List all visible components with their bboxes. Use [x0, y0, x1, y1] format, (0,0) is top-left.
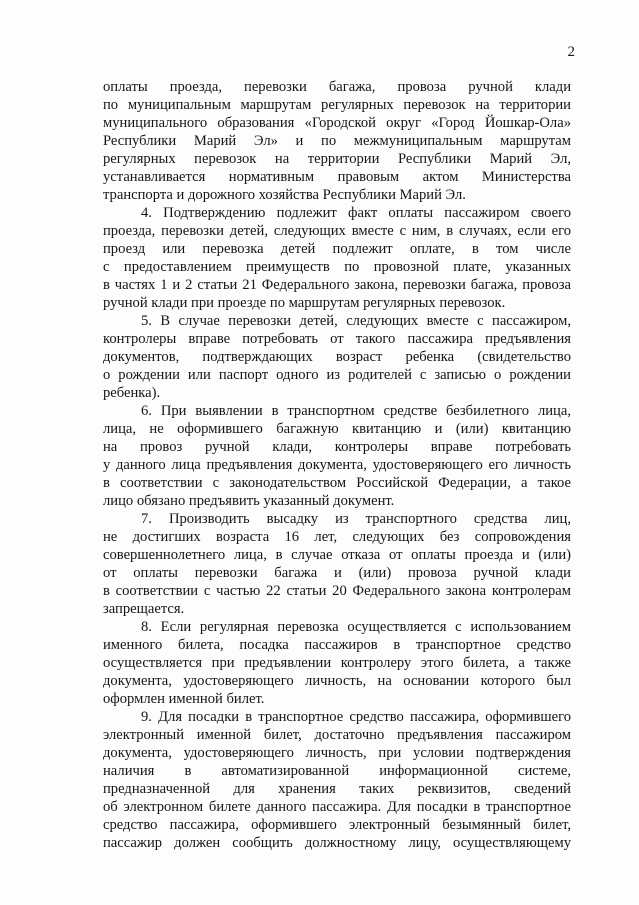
text-line: 8. Если регулярная перевозка осуществляется с использованием	[141, 619, 571, 635]
text-line: на провоз ручной клади, контролеры вправе потребовать	[103, 439, 571, 455]
text-line: предназначенной для хранения таких реквизитов, сведений	[103, 781, 571, 797]
text-line: о рождении или паспорт одного из родителей с записью о рождении	[103, 367, 571, 383]
paragraph	[103, 708, 571, 852]
paragraph	[103, 618, 571, 708]
paragraph	[103, 78, 571, 204]
text-line: в соответствии с частью 22 статьи 20 Федерального закона контролерам	[103, 583, 571, 599]
text-line: лица, не оформившего багажную квитанцию и (или) квитанцию	[103, 421, 571, 437]
text-line: пассажир должен сообщить должностному лицу, осуществляющему	[103, 835, 571, 851]
text-line: 9. Для посадки в транспортное средство пассажира, оформившего	[141, 709, 571, 725]
text-line: 4. Подтверждению подлежит факт оплаты пассажиром своего	[141, 205, 571, 221]
text-line: электронный именной билет, достаточно предъявления пассажиром	[103, 727, 571, 743]
paragraph	[103, 204, 571, 312]
text-line: контролеры вправе потребовать от такого пассажира предъявления	[103, 331, 571, 347]
text-line: 7. Производить высадку из транспортного средства лиц,	[141, 511, 571, 527]
paragraph	[103, 312, 571, 402]
text-line: запрещается.	[103, 601, 185, 617]
text-line: от оплаты перевозки багажа и (или) провоза ручной клади	[103, 565, 571, 581]
text-line: по муниципальным маршрутам регулярных перевозок на территории	[103, 97, 571, 113]
text-line: документа, удостоверяющего личность, на основании которого был	[103, 673, 571, 689]
text-line: наличия в автоматизированной информационной системе,	[103, 763, 571, 779]
text-line: именного билета, посадка пассажиров в транспортное средство	[103, 637, 571, 653]
text-line: 5. В случае перевозки детей, следующих вместе с пассажиром,	[141, 313, 571, 329]
text-line: Республики Марий Эл» и по межмуниципальным маршрутам	[103, 133, 571, 149]
page-number: 2	[567, 44, 575, 60]
document-body	[103, 78, 571, 852]
text-line: ручной клади при проезде по маршрутам регулярных перевозок.	[103, 295, 506, 311]
text-line: документа, удостоверяющего личность, при условии подтверждения	[103, 745, 571, 761]
text-line: осуществляется при предъявлении контролеру этого билета, а также	[103, 655, 571, 671]
text-line: об электронном билете данного пассажира. Для посадки в транспортное	[103, 799, 571, 815]
text-line: проезд или перевозка детей подлежит оплате, в том числе	[103, 241, 571, 257]
text-line: транспорта и дорожного хозяйства Республики Марий Эл.	[103, 187, 466, 203]
text-line: муниципального образования «Городской округ «Город Йошкар-Ола»	[103, 115, 571, 131]
text-line: документов, подтверждающих возраст ребенка (свидетельство	[103, 349, 571, 365]
text-line: в частях 1 и 2 статьи 21 Федерального закона, перевозки багажа, провоза	[103, 277, 571, 293]
text-line: устанавливается нормативным правовым актом Министерства	[103, 169, 571, 185]
text-line: у данного лица предъявления документа, удостоверяющего его личность	[103, 457, 571, 473]
text-line: оплаты проезда, перевозки багажа, провоза ручной клади	[103, 79, 571, 95]
text-line: в соответствии с законодательством Российской Федерации, а такое	[103, 475, 571, 491]
text-line: ребенка).	[103, 385, 161, 401]
text-line: не достигших возраста 16 лет, следующих без сопровождения	[103, 529, 571, 545]
text-line: проезда, перевозки детей, следующих вместе с ним, в случаях, если его	[103, 223, 571, 239]
paragraph	[103, 402, 571, 510]
text-line: оформлен именной билет.	[103, 691, 265, 707]
text-line: лицо обязано предъявить указанный документ.	[103, 493, 395, 509]
text-line: 6. При выявлении в транспортном средстве безбилетного лица,	[141, 403, 571, 419]
text-line: регулярных перевозок на территории Республики Марий Эл,	[103, 151, 571, 167]
paragraph	[103, 510, 571, 618]
text-line: средство пассажира, оформившего электронный безымянный билет,	[103, 817, 571, 833]
text-line: с предоставлением преимуществ по провозной плате, указанных	[103, 259, 571, 275]
text-line: совершеннолетнего лица, в случае отказа от оплаты проезда и (или)	[103, 547, 571, 563]
